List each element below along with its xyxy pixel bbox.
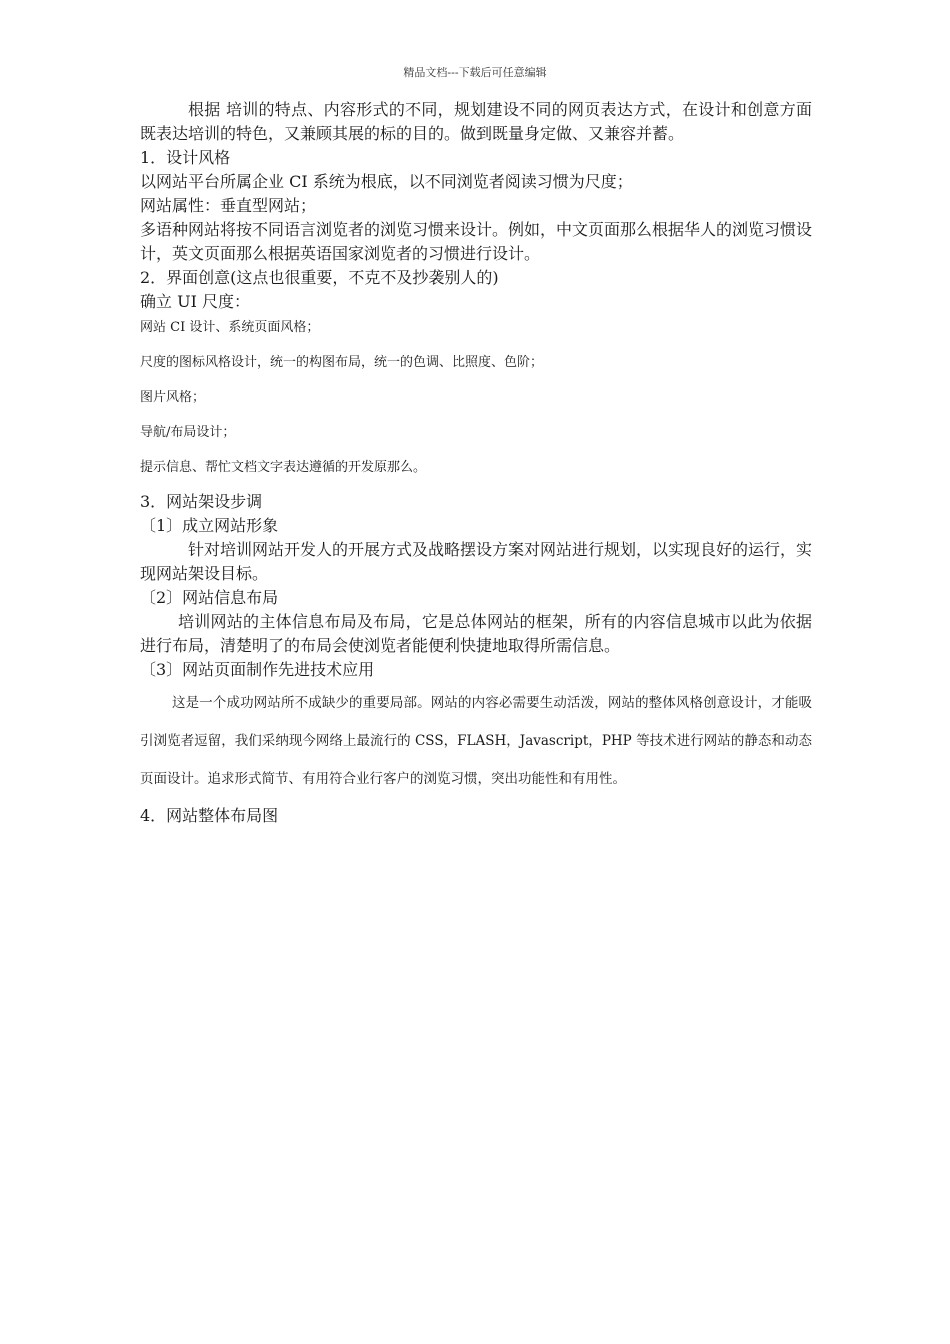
section-1-heading: 1．设计风格 bbox=[140, 148, 231, 167]
section-2-line-1: 确立 UI 尺度： bbox=[140, 292, 250, 311]
ui-standard-item: 导航/布局设计； bbox=[140, 425, 236, 440]
section-3-heading: 3．网站架设步调 bbox=[140, 492, 263, 511]
section-4-heading: 4．网站整体布局图 bbox=[140, 806, 279, 825]
section-3-1-text: 针对培训网站开发人的开展方式及战略摆设方案对网站进行规划，以实现良好的运行，实现网站架设目标。 bbox=[140, 540, 813, 583]
section-3-3-heading: 〔3〕网站页面制作先进技术应用 bbox=[140, 660, 375, 679]
ui-standard-item: 网站 CI 设计、系统页面风格； bbox=[140, 320, 320, 335]
section-1-line-1: 以网站平台所属企业 CI 系统为根底，以不同浏览者阅读习惯为尺度； bbox=[140, 172, 633, 191]
ui-standard-item: 尺度的图标风格设计，统一的构图布局，统一的色调、比照度、色阶； bbox=[140, 355, 544, 370]
page-header: 精品文档---下载后可任意编辑 bbox=[403, 66, 547, 79]
section-1-line-2: 网站属性：垂直型网站； bbox=[140, 196, 317, 215]
section-3-1-heading: 〔1〕成立网站形象 bbox=[140, 516, 279, 535]
document-body bbox=[140, 98, 812, 828]
ui-standard-item: 提示信息、帮忙文档文字表达遵循的开发原那么。 bbox=[140, 460, 427, 475]
section-2-heading: 2．界面创意(这点也很重要，不克不及抄袭别人的) bbox=[140, 268, 499, 287]
section-3-2-text: 培训网站的主体信息布局及布局，它是总体网站的框架，所有的内容信息城市以此为依据进行布局，清楚明了的布局会使浏览者能便利快捷地取得所需信息。 bbox=[140, 612, 812, 655]
section-3-3-text: 这是一个成功网站所不成缺少的重要局部。网站的内容必需要生动活泼，网站的整体风格创意设计，才能吸引浏览者逗留，我们采纳现今网络上最流行的 CSS，FLASH，Javascript，PHP 等技术进行网站的静态和动态页面设计。追求形式简节、有用符合业行客户的浏览习惯，突出功能性和有用性。 bbox=[140, 695, 812, 787]
ui-standard-item: 图片风格； bbox=[140, 390, 206, 405]
intro-paragraph: 根据 培训的特点、内容形式的不同，规划建设不同的网页表达方式，在设计和创意方面既表达培训的特色，又兼顾其展的标的目的。做到既量身定做、又兼容并蓄。 bbox=[140, 100, 812, 143]
section-1-line-3: 多语种网站将按不同语言浏览者的浏览习惯来设计。例如，中文页面那么根据华人的浏览习惯设计，英文页面那么根据英语国家浏览者的习惯进行设计。 bbox=[140, 220, 813, 263]
section-3-2-heading: 〔2〕网站信息布局 bbox=[140, 588, 279, 607]
